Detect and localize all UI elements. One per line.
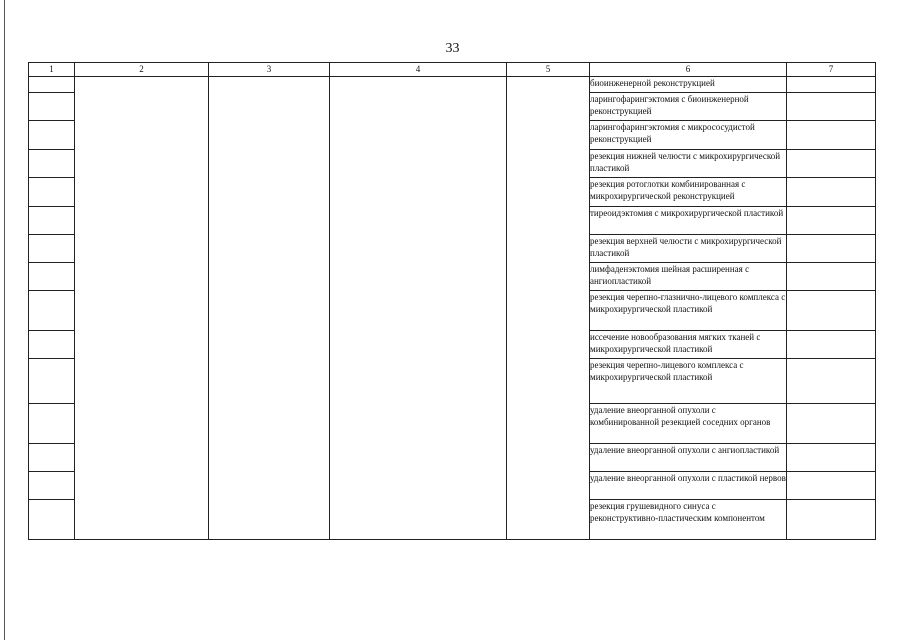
row-cell-col7 <box>787 77 876 93</box>
procedure-cell: иссечение новообразования мягких тканей с микрохирургической пластикой <box>590 331 787 359</box>
procedure-cell: тиреоидэктомия с микрохирургической пластикой <box>590 207 787 235</box>
procedure-cell: резекция нижней челюсти с микрохирургической пластикой <box>590 150 787 178</box>
column-header-4: 4 <box>330 63 507 77</box>
row-cell-col1 <box>29 178 75 207</box>
procedure-cell: биоинженерной реконструкцией <box>590 77 787 93</box>
procedure-cell: резекция грушевидного синуса с реконструктивно-пластическим компонентом <box>590 500 787 540</box>
column-header-3: 3 <box>209 63 330 77</box>
procedures-table <box>28 62 876 540</box>
row-cell-col7 <box>787 263 876 291</box>
row-cell-col7 <box>787 235 876 263</box>
procedure-cell: удаление внеорганной опухоли с комбинированной резекцией соседних органов <box>590 404 787 444</box>
row-cell-col7 <box>787 121 876 150</box>
row-cell-col7 <box>787 331 876 359</box>
procedure-cell: лимфаденэктомия шейная расширенная с ангиопластикой <box>590 263 787 291</box>
row-cell-col1 <box>29 404 75 444</box>
procedure-cell: резекция черепно-лицевого комплекса с микрохирургической пластикой <box>590 359 787 404</box>
column-header-6: 6 <box>590 63 787 77</box>
procedure-cell: удаление внеорганной опухоли с пластикой нервов <box>590 472 787 500</box>
merged-cell-col3 <box>209 77 330 540</box>
procedure-cell: ларингофарингэктомия с микрососудистой реконструкцией <box>590 121 787 150</box>
row-cell-col1 <box>29 500 75 540</box>
row-cell-col1 <box>29 77 75 93</box>
row-cell-col7 <box>787 93 876 121</box>
column-header-1: 1 <box>29 63 75 77</box>
row-cell-col7 <box>787 404 876 444</box>
procedure-cell: удаление внеорганной опухоли с ангиопластикой <box>590 444 787 472</box>
row-cell-col7 <box>787 150 876 178</box>
row-cell-col1 <box>29 331 75 359</box>
procedure-cell: резекция ротоглотки комбинированная с микрохирургической реконструкцией <box>590 178 787 207</box>
row-cell-col1 <box>29 121 75 150</box>
row-cell-col1 <box>29 472 75 500</box>
row-cell-col1 <box>29 93 75 121</box>
row-cell-col7 <box>787 207 876 235</box>
row-cell-col1 <box>29 263 75 291</box>
row-cell-col7 <box>787 291 876 331</box>
row-cell-col1 <box>29 235 75 263</box>
row-cell-col7 <box>787 444 876 472</box>
page-number: 33 <box>445 41 460 56</box>
procedure-cell: резекция черепно-глазнично-лицевого комплекса с микрохирургической пластикой <box>590 291 787 331</box>
column-header-2: 2 <box>75 63 209 77</box>
merged-cell-col2 <box>75 77 209 540</box>
row-cell-col7 <box>787 500 876 540</box>
row-cell-col1 <box>29 444 75 472</box>
row-cell-col1 <box>29 291 75 331</box>
row-cell-col1 <box>29 207 75 235</box>
procedure-cell: резекция верхней челюсти с микрохирургической пластикой <box>590 235 787 263</box>
merged-cell-col5 <box>507 77 590 540</box>
row-cell-col7 <box>787 472 876 500</box>
procedure-cell: ларингофарингэктомия с биоинженерной реконструкцией <box>590 93 787 121</box>
table-header-row <box>29 63 876 77</box>
table-row <box>29 77 876 93</box>
page-left-rule <box>4 0 5 640</box>
row-cell-col1 <box>29 150 75 178</box>
row-cell-col7 <box>787 178 876 207</box>
column-header-5: 5 <box>507 63 590 77</box>
column-header-7: 7 <box>787 63 876 77</box>
row-cell-col1 <box>29 359 75 404</box>
row-cell-col7 <box>787 359 876 404</box>
merged-cell-col4 <box>330 77 507 540</box>
